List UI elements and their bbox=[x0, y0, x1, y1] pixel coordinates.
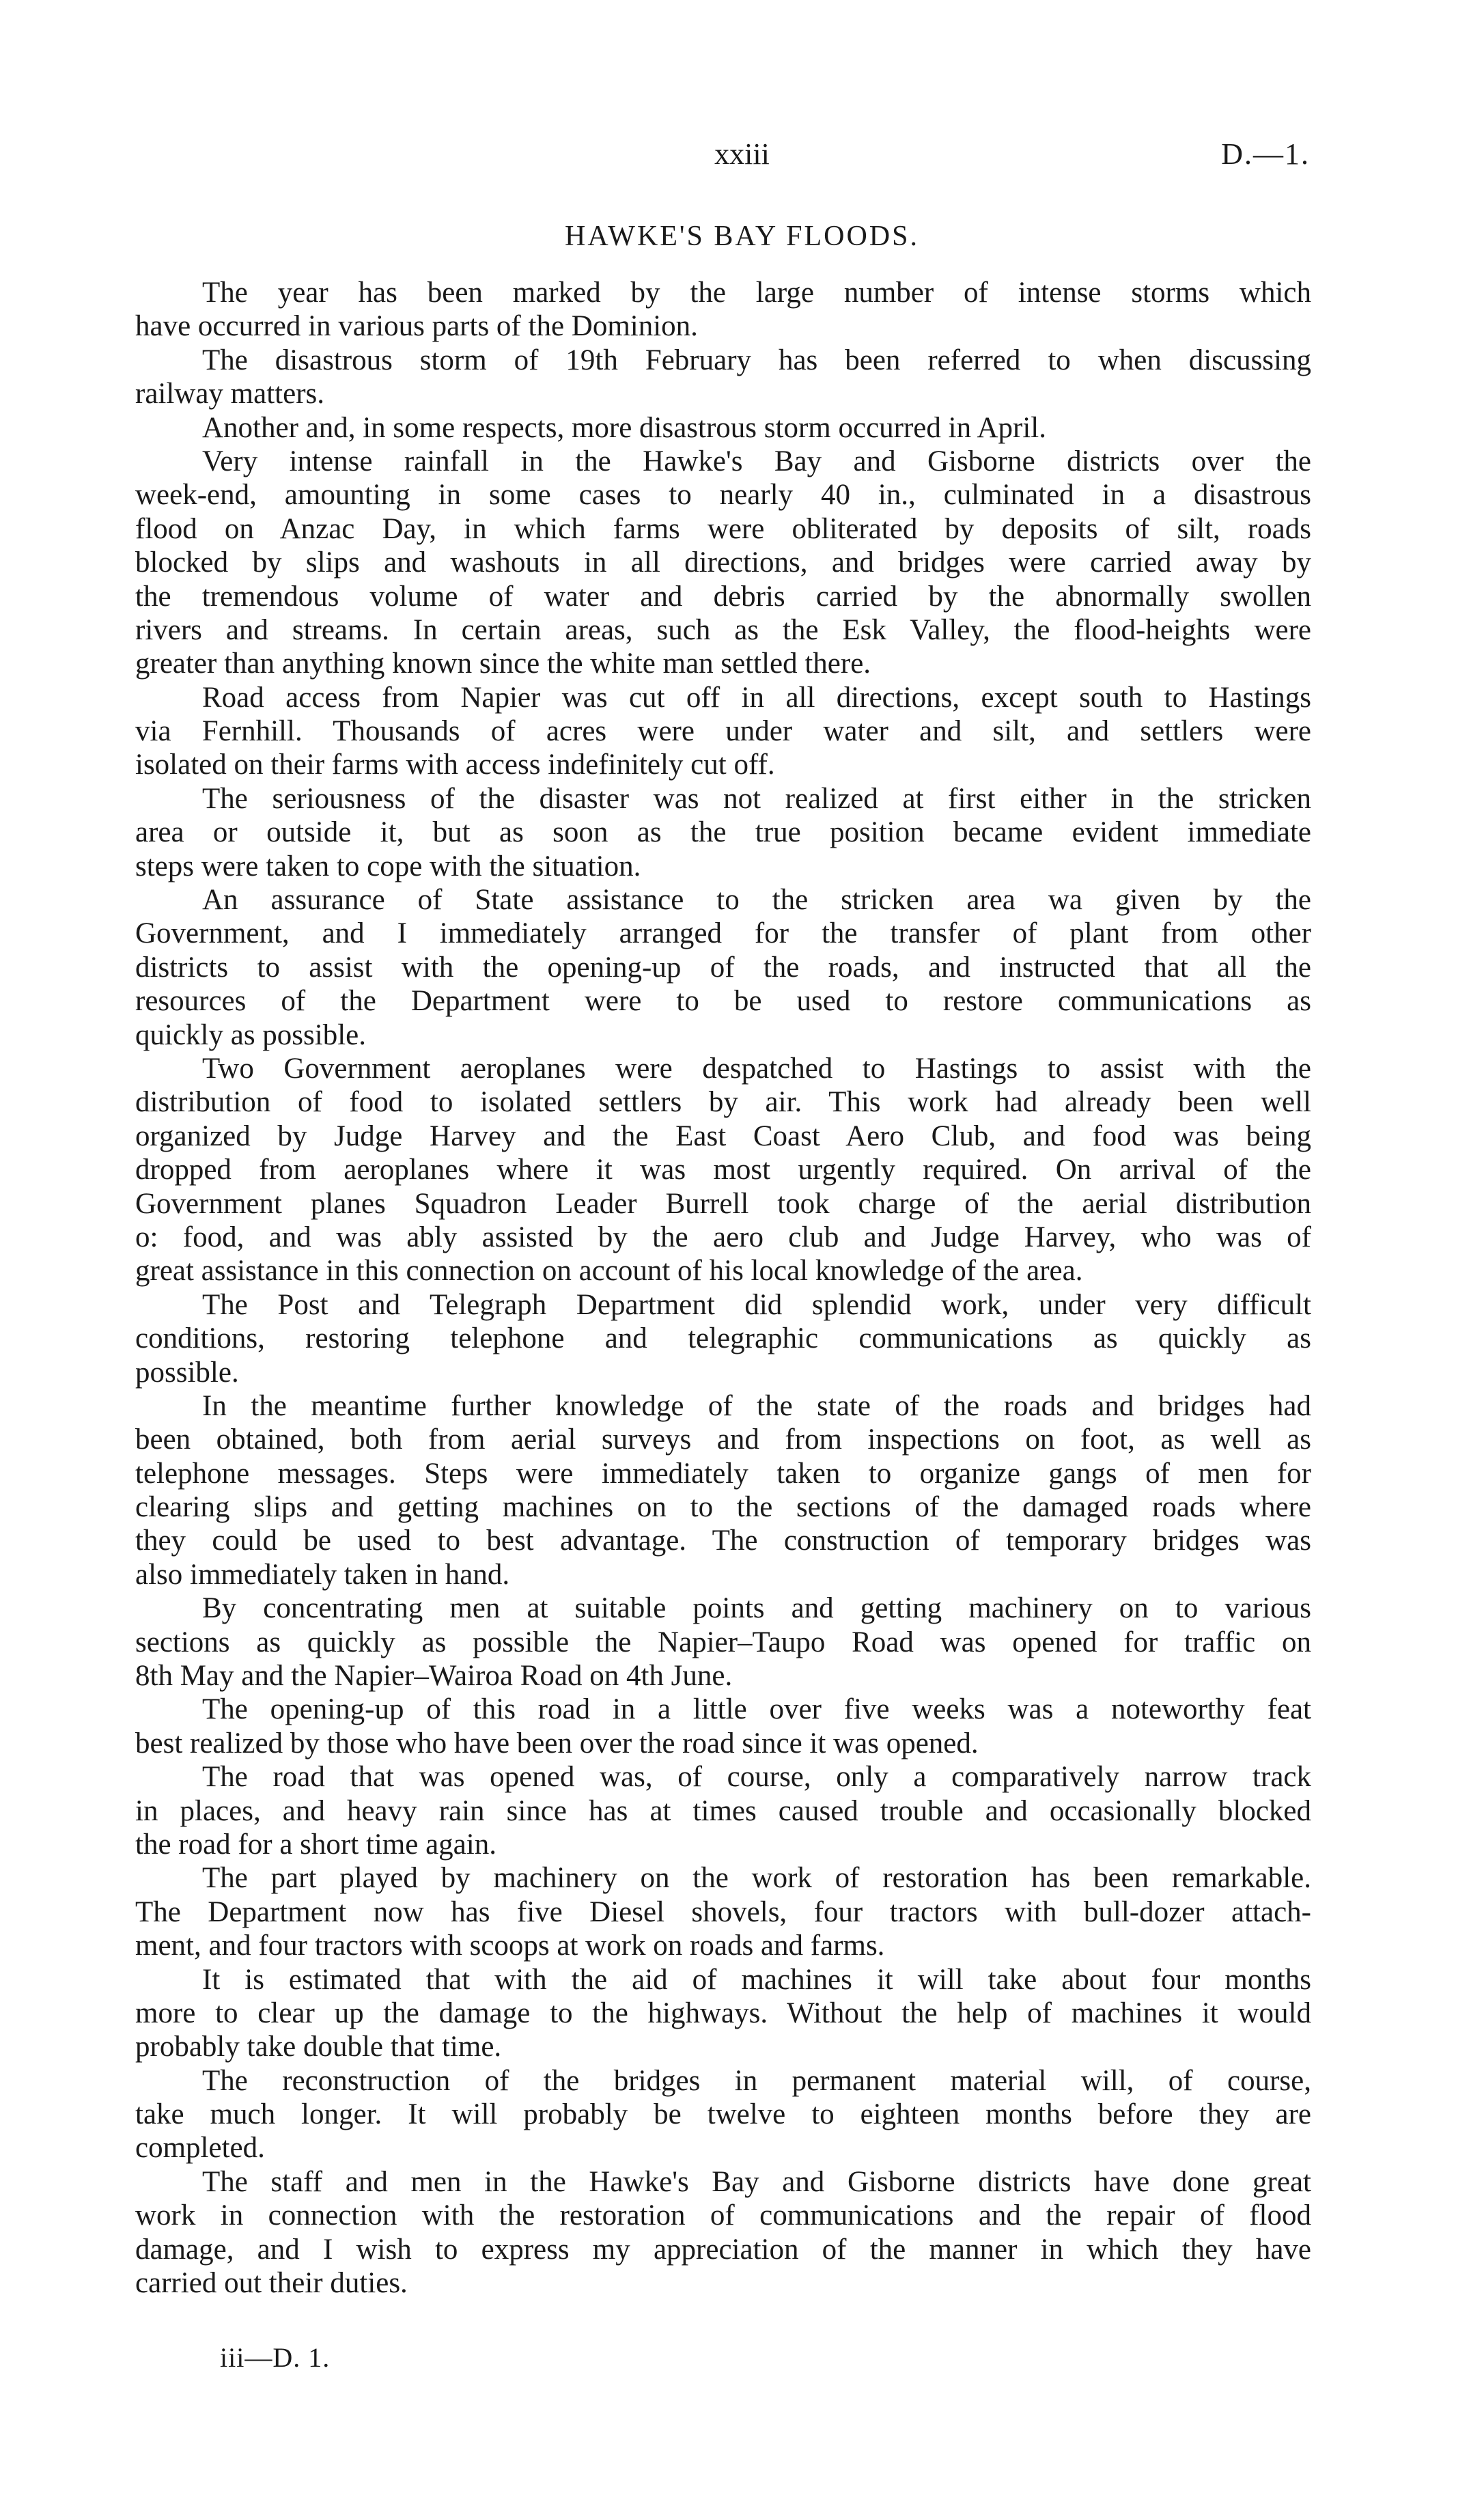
text-line: Another and, in some respects, more disastrous storm occurred in April. bbox=[202, 411, 1046, 444]
text-line: The Department now has five Diesel shovels, four tractors with bull-dozer attach- bbox=[135, 1895, 1311, 1928]
text-line: take much longer. It will probably be twelve to eighteen months before they are bbox=[135, 2098, 1311, 2131]
text-line: in places, and heavy rain since has at times caused trouble and occasionally blocked bbox=[135, 1794, 1311, 1827]
paragraph bbox=[135, 1963, 1311, 2064]
text-line: In the meantime further knowledge of the state of the roads and bridges had bbox=[202, 1389, 1311, 1422]
paragraph bbox=[135, 411, 1311, 445]
paragraph bbox=[135, 2165, 1311, 2300]
page-number: xxiii bbox=[714, 137, 770, 171]
text-line: Road access from Napier was cut off in all directions, except south to Hastings bbox=[202, 681, 1311, 714]
text-line: It is estimated that with the aid of machines it will take about four months bbox=[202, 1963, 1311, 1996]
text-line: An assurance of State assistance to the stricken area wa given by the bbox=[202, 884, 1311, 917]
text-line: rivers and streams. In certain areas, such as the Esk Valley, the flood-heights were bbox=[135, 613, 1311, 646]
text-line: flood on Anzac Day, in which farms were obliterated by deposits of silt, roads bbox=[135, 512, 1311, 545]
text-line: The staff and men in the Hawke's Bay and Gisborne districts have done great bbox=[202, 2165, 1311, 2198]
text-line: been obtained, both from aerial surveys and from inspections on foot, as well as bbox=[135, 1423, 1311, 1456]
text-line: ment, and four tractors with scoops at work on roads and farms. bbox=[135, 1930, 885, 1962]
text-line: resources of the Department were to be used to restore communications as bbox=[135, 985, 1311, 1018]
text-line: railway matters. bbox=[135, 378, 325, 411]
text-line: quickly as possible. bbox=[135, 1018, 366, 1051]
text-line: via Fernhill. Thousands of acres were under water and silt, and settlers were bbox=[135, 715, 1311, 748]
text-line: carried out their duties. bbox=[135, 2267, 408, 2300]
text-line: greater than anything known since the white man settled there. bbox=[135, 648, 871, 680]
text-line: telephone messages. Steps were immediately taken to organize gangs of men for bbox=[135, 1457, 1311, 1490]
paragraph bbox=[135, 445, 1311, 681]
text-line: area or outside it, but as soon as the true position became evident immediate bbox=[135, 816, 1311, 849]
text-line: the road for a short time again. bbox=[135, 1828, 496, 1861]
text-line: they could be used to best advantage. The construction of temporary bridges was bbox=[135, 1525, 1311, 1557]
text-line: The Post and Telegraph Department did splendid work, under very difficult bbox=[202, 1288, 1311, 1321]
text-line: Government, and I immediately arranged for the transfer of plant from other bbox=[135, 917, 1311, 950]
section-title: HAWKE'S BAY FLOODS. bbox=[565, 221, 919, 252]
text-line: sections as quickly as possible the Napier–Taupo Road was opened for traffic on bbox=[135, 1626, 1311, 1658]
text-line: week-end, amounting in some cases to nearly 40 in., culminated in a disastrous bbox=[135, 479, 1311, 512]
text-line: best realized by those who have been over the road since it was opened. bbox=[135, 1727, 979, 1760]
paragraph bbox=[135, 1288, 1311, 1389]
text-line: The seriousness of the disaster was not realized at first either in the stricken bbox=[202, 782, 1311, 815]
paragraph bbox=[135, 1760, 1311, 1861]
text-line: steps were taken to cope with the situation. bbox=[135, 850, 641, 882]
paragraph bbox=[135, 1861, 1311, 1962]
document-reference: D.—1. bbox=[1221, 137, 1310, 171]
text-line: The opening-up of this road in a little over five weeks was a noteworthy feat bbox=[202, 1693, 1311, 1726]
text-line: great assistance in this connection on account of his local knowledge of the area. bbox=[135, 1255, 1083, 1288]
text-line: the tremendous volume of water and debris carried by the abnormally swollen bbox=[135, 580, 1311, 613]
paragraph bbox=[135, 1389, 1311, 1591]
paragraph bbox=[135, 1591, 1311, 1693]
text-line: have occurred in various parts of the Dominion. bbox=[135, 310, 698, 343]
text-line: The road that was opened was, of course, only a comparatively narrow track bbox=[202, 1761, 1311, 1794]
paragraph bbox=[135, 883, 1311, 1052]
text-line: Two Government aeroplanes were despatched to Hastings to assist with the bbox=[202, 1052, 1311, 1085]
text-line: o: food, and was ably assisted by the aero club and Judge Harvey, who was of bbox=[135, 1221, 1311, 1253]
text-line: districts to assist with the opening-up of the roads, and instructed that all the bbox=[135, 951, 1311, 984]
text-line: Government planes Squadron Leader Burrell took charge of the aerial distribution bbox=[135, 1187, 1311, 1220]
text-line: conditions, restoring telephone and telegraphic communications as quickly as bbox=[135, 1322, 1311, 1355]
text-line: completed. bbox=[135, 2132, 265, 2165]
text-line: possible. bbox=[135, 1356, 239, 1389]
text-line: probably take double that time. bbox=[135, 2031, 502, 2063]
text-line: more to clear up the damage to the highways. Without the help of machines it would bbox=[135, 1997, 1311, 2029]
text-line: blocked by slips and washouts in all directions, and bridges were carried away by bbox=[135, 546, 1311, 579]
text-line: The disastrous storm of 19th February has been referred to when discussing bbox=[202, 344, 1311, 376]
text-line: dropped from aeroplanes where it was most urgently required. On arrival of the bbox=[135, 1154, 1311, 1186]
text-line: also immediately taken in hand. bbox=[135, 1558, 510, 1591]
paragraph bbox=[135, 1052, 1311, 1288]
text-line: By concentrating men at suitable points and getting machinery on to various bbox=[202, 1592, 1311, 1625]
text-line: isolated on their farms with access indefinitely cut off. bbox=[135, 749, 775, 781]
text-line: The reconstruction of the bridges in permanent material will, of course, bbox=[202, 2064, 1311, 2097]
text-line: Very intense rainfall in the Hawke's Bay and Gisborne districts over the bbox=[202, 445, 1311, 477]
text-line: The part played by machinery on the work of restoration has been remarkable. bbox=[202, 1862, 1311, 1895]
body-text bbox=[135, 276, 1311, 2300]
signature-mark: iii—D. 1. bbox=[220, 2342, 331, 2373]
text-line: damage, and I wish to express my appreciation of the manner in which they have bbox=[135, 2233, 1311, 2266]
text-line: clearing slips and getting machines on to the sections of the damaged roads where bbox=[135, 1491, 1311, 1524]
paragraph bbox=[135, 681, 1311, 782]
paragraph bbox=[135, 276, 1311, 344]
paragraph bbox=[135, 2064, 1311, 2165]
text-line: The year has been marked by the large number of intense storms which bbox=[202, 277, 1311, 309]
paragraph bbox=[135, 782, 1311, 883]
paragraph bbox=[135, 344, 1311, 411]
paragraph bbox=[135, 1693, 1311, 1760]
text-line: work in connection with the restoration of communications and the repair of flood bbox=[135, 2199, 1311, 2232]
text-line: 8th May and the Napier–Wairoa Road on 4th June. bbox=[135, 1660, 733, 1693]
text-line: organized by Judge Harvey and the East Coast Aero Club, and food was being bbox=[135, 1120, 1311, 1152]
text-line: distribution of food to isolated settlers by air. This work had already been well bbox=[135, 1086, 1311, 1119]
